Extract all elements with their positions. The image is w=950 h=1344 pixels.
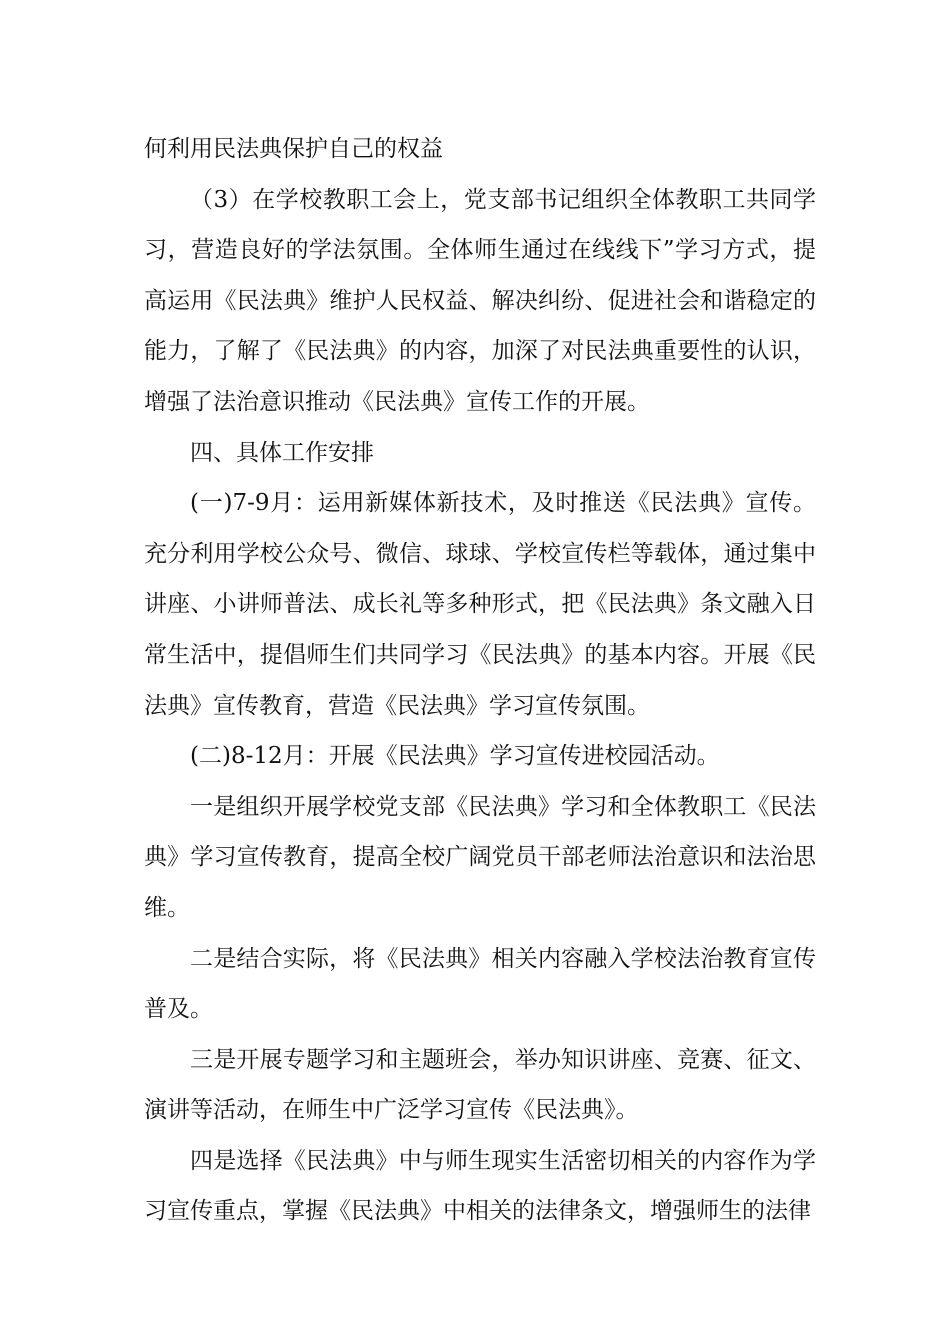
paragraph-continuation: 何利用民法典保护自己的权益	[144, 136, 443, 162]
paragraph-point-1: 一是组织开展学校党支部《民法典》学习和全体教职工《民法典》学习宣传教育，提高全校广阔党员干部老师法治意识和法治思维。	[144, 793, 816, 921]
paragraph-phase-2: (二)8-12月：开展《民法典》学习宣传进校园活动。	[190, 743, 720, 770]
paragraph-point-3: 三是开展专题学习和主题班会，举办知识讲座、竞赛、征文、演讲等活动，在师生中广泛学习宣传《民法典》。	[144, 1046, 816, 1124]
paragraph-phase-1: (一)7-9月：运用新媒体新技术，及时推送《民法典》宣传。充分利用学校公众号、微信、球球、学校宣传栏等载体，通过集中讲座、小讲师普法、成长礼等多种形式，把《民法典》条文融入日常生活中，提倡师生们共同学习《民法典》的基本内容。开展《民法典》宣传教育，营造《民法典》学习宣传氛围。	[144, 490, 816, 719]
document-body	[144, 124, 816, 1237]
paragraph-item-3: （3）在学校教职工会上，党支部书记组织全体教职工共同学习，营造良好的学法氛围。全体师生通过在线线下”学习方式，提高运用《民法典》维护人民权益、解决纠纷、促进社会和谐稳定的能力，了解了《民法典》的内容，加深了对民法典重要性的认识，增强了法治意识推动《民法典》宣传工作的开展。	[144, 186, 816, 415]
paragraph-point-2: 二是结合实际，将《民法典》相关内容融入学校法治教育宣传普及。	[144, 945, 816, 1023]
section-heading-4: 四、具体工作安排	[190, 439, 374, 466]
paragraph-point-4: 四是选择《民法典》中与师生现实生活密切相关的内容作为学习宣传重点，掌握《民法典》中相关的法律条文，增强师生的法律	[144, 1147, 816, 1225]
